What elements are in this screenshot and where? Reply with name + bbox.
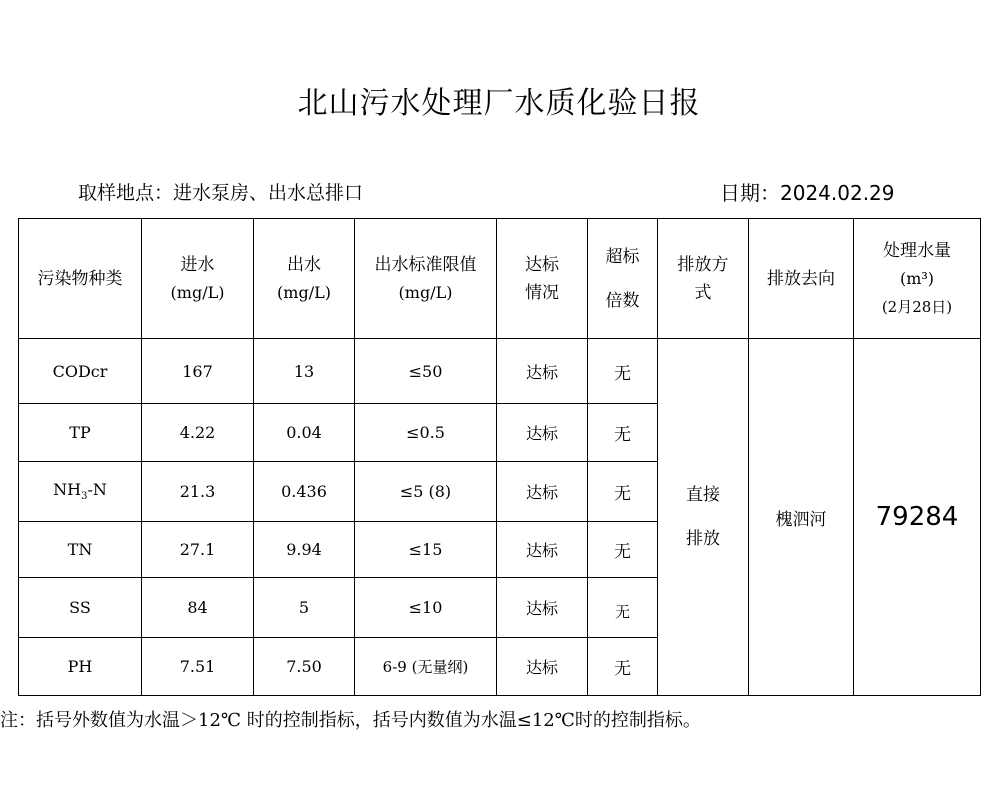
row-status: 达标 xyxy=(497,522,588,578)
row-status: 达标 xyxy=(497,339,588,404)
header-volume: 处理水量 (m³) (2月28日) xyxy=(854,219,981,339)
row-status: 达标 xyxy=(497,462,588,522)
row-inflow: 21.3 xyxy=(142,462,254,522)
row-name: PH xyxy=(19,638,142,696)
row-name: TP xyxy=(19,404,142,462)
row-status: 达标 xyxy=(497,578,588,638)
discharge-destination: 槐泗河 xyxy=(749,339,854,696)
row-inflow: 7.51 xyxy=(142,638,254,696)
row-outflow: 7.50 xyxy=(254,638,355,696)
water-quality-table xyxy=(18,218,981,696)
row-exceed: 无 xyxy=(588,578,658,638)
header-status: 达标 情况 xyxy=(497,219,588,339)
header-limit: 出水标准限值 (mg/L) xyxy=(355,219,497,339)
row-exceed: 无 xyxy=(588,522,658,578)
header-destination: 排放去向 xyxy=(749,219,854,339)
row-status: 达标 xyxy=(497,638,588,696)
row-name: $NH_3-N$ xyxy=(19,462,142,522)
row-exceed: 无 xyxy=(588,339,658,404)
row-outflow: 5 xyxy=(254,578,355,638)
row-limit: ≤50 xyxy=(355,339,497,404)
row-exceed: 无 xyxy=(588,462,658,522)
report-date: 日期：2024.02.29 xyxy=(720,181,895,205)
sampling-site: 取样地点：进水泵房、出水总排口 xyxy=(78,182,364,204)
header-row xyxy=(19,219,981,339)
treated-volume: 79284 xyxy=(854,339,981,696)
header-pollutant: 污染物种类 xyxy=(19,219,142,339)
row-outflow: 0.436 xyxy=(254,462,355,522)
row-limit: ≤0.5 xyxy=(355,404,497,462)
row-limit: ≤10 xyxy=(355,578,497,638)
footnote: 注：括号外数值为水温＞12℃ 时的控制指标，括号内数值为水温≤12℃时的控制指标。 xyxy=(0,710,701,731)
row-name: TN xyxy=(19,522,142,578)
row-inflow: 4.22 xyxy=(142,404,254,462)
row-inflow: 27.1 xyxy=(142,522,254,578)
row-limit: ≤15 xyxy=(355,522,497,578)
row-inflow: 84 xyxy=(142,578,254,638)
header-exceed: 超标 倍数 xyxy=(588,219,658,339)
header-outflow: 出水 (mg/L) xyxy=(254,219,355,339)
row-exceed: 无 xyxy=(588,638,658,696)
header-inflow: 进水 (mg/L) xyxy=(142,219,254,339)
row-limit: 6-9 (无量纲) xyxy=(355,638,497,696)
row-inflow: 167 xyxy=(142,339,254,404)
row-exceed: 无 xyxy=(588,404,658,462)
header-method: 排放方 式 xyxy=(658,219,749,339)
discharge-method: 直接 排放 xyxy=(658,339,749,696)
page-title: 北山污水处理厂水质化验日报 xyxy=(297,86,701,121)
row-name: SS xyxy=(19,578,142,638)
table-row xyxy=(19,339,981,404)
row-outflow: 13 xyxy=(254,339,355,404)
row-outflow: 0.04 xyxy=(254,404,355,462)
row-status: 达标 xyxy=(497,404,588,462)
row-limit: ≤5 (8) xyxy=(355,462,497,522)
row-outflow: 9.94 xyxy=(254,522,355,578)
row-name: CODcr xyxy=(19,339,142,404)
